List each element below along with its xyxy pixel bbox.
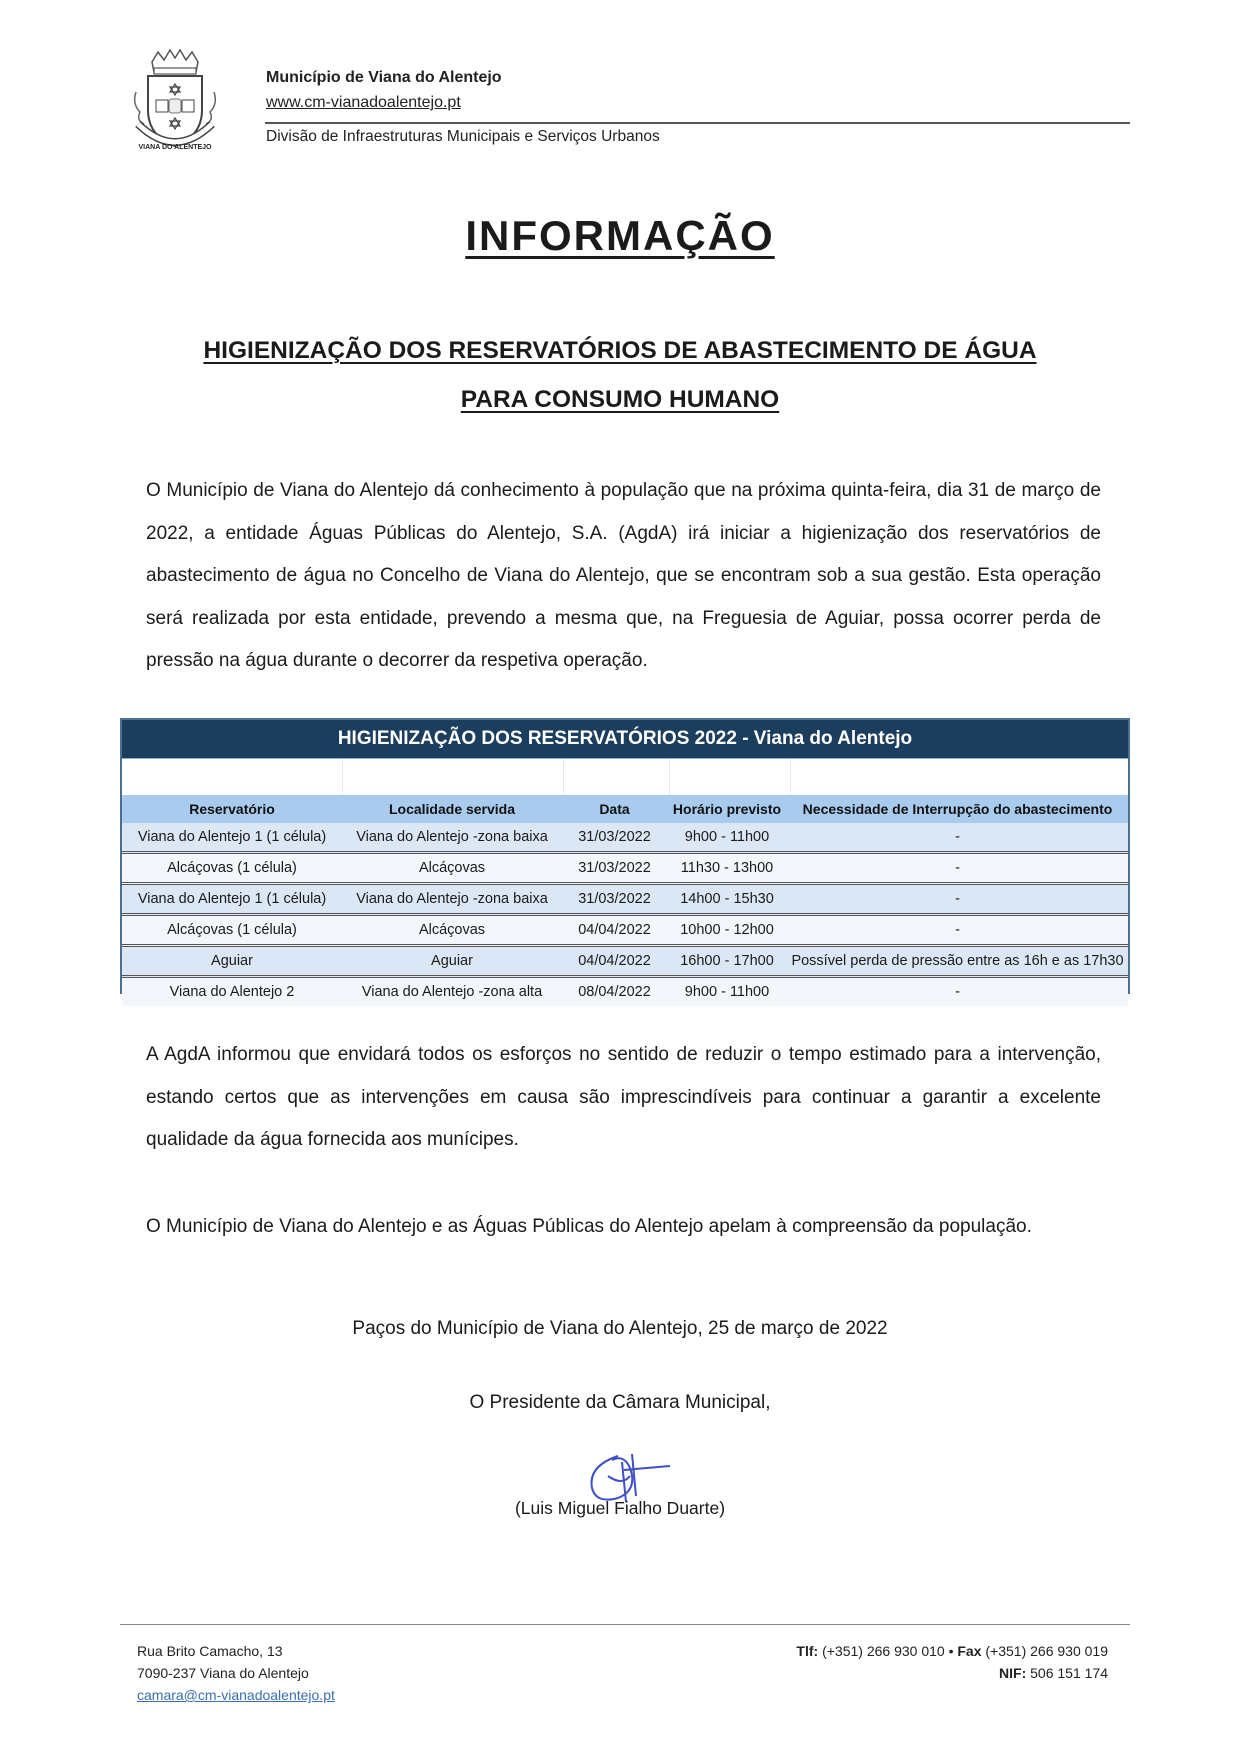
cell-locality: Alcáçovas — [342, 915, 562, 946]
footer-address — [137, 1640, 335, 1706]
column-header-locality: Localidade servida — [342, 795, 562, 823]
address-line-1: Rua Brito Camacho, 13 — [137, 1643, 283, 1659]
cell-reservoir: Viana do Alentejo 1 (1 célula) — [122, 823, 342, 853]
cell-reservoir: Viana do Alentejo 2 — [122, 977, 342, 1007]
nif-number: 506 151 174 — [1030, 1665, 1108, 1681]
cell-time: 9h00 - 11h00 — [667, 823, 787, 853]
cell-locality: Viana do Alentejo -zona alta — [342, 977, 562, 1007]
cell-reservoir: Alcáçovas (1 célula) — [122, 915, 342, 946]
column-header-interruption: Necessidade de Interrupção do abastecimento — [787, 795, 1128, 823]
organization-name: Município de Viana do Alentejo — [266, 69, 502, 86]
cell-reservoir: Aguiar — [122, 946, 342, 977]
cell-date: 31/03/2022 — [562, 823, 667, 853]
schedule-table — [120, 718, 1130, 1000]
cell-interruption: - — [787, 853, 1128, 884]
cell-locality: Viana do Alentejo -zona baixa — [342, 884, 562, 915]
schedule-table-title: HIGIENIZAÇÃO DOS RESERVATÓRIOS 2022 - Viana do Alentejo — [122, 720, 1128, 759]
column-header-time: Horário previsto — [667, 795, 787, 823]
cell-time: 10h00 - 12h00 — [667, 915, 787, 946]
cell-interruption: Possível perda de pressão entre as 16h e as 17h30 — [787, 946, 1128, 977]
document-title-text: INFORMAÇÃO — [465, 212, 775, 259]
document-title — [0, 212, 1240, 260]
cell-date: 31/03/2022 — [562, 884, 667, 915]
tel-number: (+351) 266 930 010 — [822, 1643, 945, 1659]
table-row — [122, 853, 1128, 884]
subtitle-line-1: HIGIENIZAÇÃO DOS RESERVATÓRIOS DE ABASTECIMENTO DE ÁGUA — [203, 337, 1037, 364]
table-row — [122, 977, 1128, 1007]
cell-interruption: - — [787, 977, 1128, 1007]
division-name: Divisão de Infraestruturas Municipais e Serviços Urbanos — [266, 128, 660, 145]
cell-interruption: - — [787, 823, 1128, 853]
cell-date: 04/04/2022 — [562, 946, 667, 977]
cell-date: 04/04/2022 — [562, 915, 667, 946]
table-row — [122, 884, 1128, 915]
fax-label: Fax — [957, 1643, 982, 1659]
column-header-date: Data — [562, 795, 667, 823]
cell-date: 08/04/2022 — [562, 977, 667, 1007]
cell-time: 14h00 - 15h30 — [667, 884, 787, 915]
intro-paragraph: O Município de Viana do Alentejo dá conhecimento à população que na próxima quinta-feira, dia 31 de março de 2022, a entidade Águas Públicas do Alentejo, S.A. (AgdA) irá iniciar a higienização dos reservatórios de abastecimento de água no Concelho de Viana do Alentejo, que se encontram sob a sua gestão. Esta operação será realizada por esta entidade, prevendo a mesma que, na Freguesia de Aguiar, possa ocorrer perda de pressão na água durante o decorrer da respetiva operação. — [146, 480, 1101, 671]
table-spacer-row — [122, 759, 1128, 795]
signer-role: O Presidente da Câmara Municipal, — [469, 1392, 771, 1413]
appeal-paragraph: O Município de Viana do Alentejo e as Águas Públicas do Alentejo apelam à compreensão da população. — [146, 1216, 1032, 1237]
column-header-reservoir: Reservatório — [122, 795, 342, 823]
table-row — [122, 946, 1128, 977]
cell-time: 16h00 - 17h00 — [667, 946, 787, 977]
fax-number: (+351) 266 930 019 — [985, 1643, 1108, 1659]
place-and-date: Paços do Município de Viana do Alentejo, 25 de março de 2022 — [352, 1318, 888, 1339]
cell-reservoir: Viana do Alentejo 1 (1 célula) — [122, 884, 342, 915]
tel-label: Tlf: — [796, 1643, 819, 1659]
cell-time: 9h00 - 11h00 — [667, 977, 787, 1007]
footer-contacts — [796, 1640, 1108, 1684]
cell-interruption: - — [787, 884, 1128, 915]
address-line-2: 7090-237 Viana do Alentejo — [137, 1665, 309, 1681]
table-row — [122, 915, 1128, 946]
organization-website-link[interactable]: www.cm-vianadoalentejo.pt — [266, 94, 461, 111]
bullet-separator: • — [948, 1643, 954, 1659]
phone-fax-line — [796, 1640, 1108, 1662]
nif-label: NIF: — [999, 1665, 1027, 1681]
signer-name: (Luis Miguel Fialho Duarte) — [514, 1498, 726, 1518]
subtitle-line-2: PARA CONSUMO HUMANO — [460, 386, 780, 413]
document-subtitle — [0, 328, 1240, 426]
header-divider — [265, 122, 1130, 124]
schedule-grid — [122, 795, 1128, 1006]
table-header-row — [122, 795, 1128, 823]
cell-locality: Alcáçovas — [342, 853, 562, 884]
cell-time: 11h30 - 13h00 — [667, 853, 787, 884]
cell-locality: Aguiar — [342, 946, 562, 977]
cell-locality: Viana do Alentejo -zona baixa — [342, 823, 562, 853]
footer-divider — [120, 1624, 1130, 1625]
table-row — [122, 823, 1128, 853]
email-link[interactable]: camara@cm-vianadoalentejo.pt — [137, 1687, 335, 1703]
agda-statement-paragraph: A AgdA informou que envidará todos os esforços no sentido de reduzir o tempo estimado para a intervenção, estando certos que as intervenções em causa são imprescindíveis para continuar a garantir a excelente qualidade da água fornecida aos munícipes. — [146, 1044, 1101, 1150]
cell-reservoir: Alcáçovas (1 célula) — [122, 853, 342, 884]
coat-of-arms-icon — [128, 48, 222, 156]
svg-text:VIANA DO ALENTEJO: VIANA DO ALENTEJO — [138, 144, 212, 151]
cell-interruption: - — [787, 915, 1128, 946]
nif-line — [796, 1662, 1108, 1684]
cell-date: 31/03/2022 — [562, 853, 667, 884]
